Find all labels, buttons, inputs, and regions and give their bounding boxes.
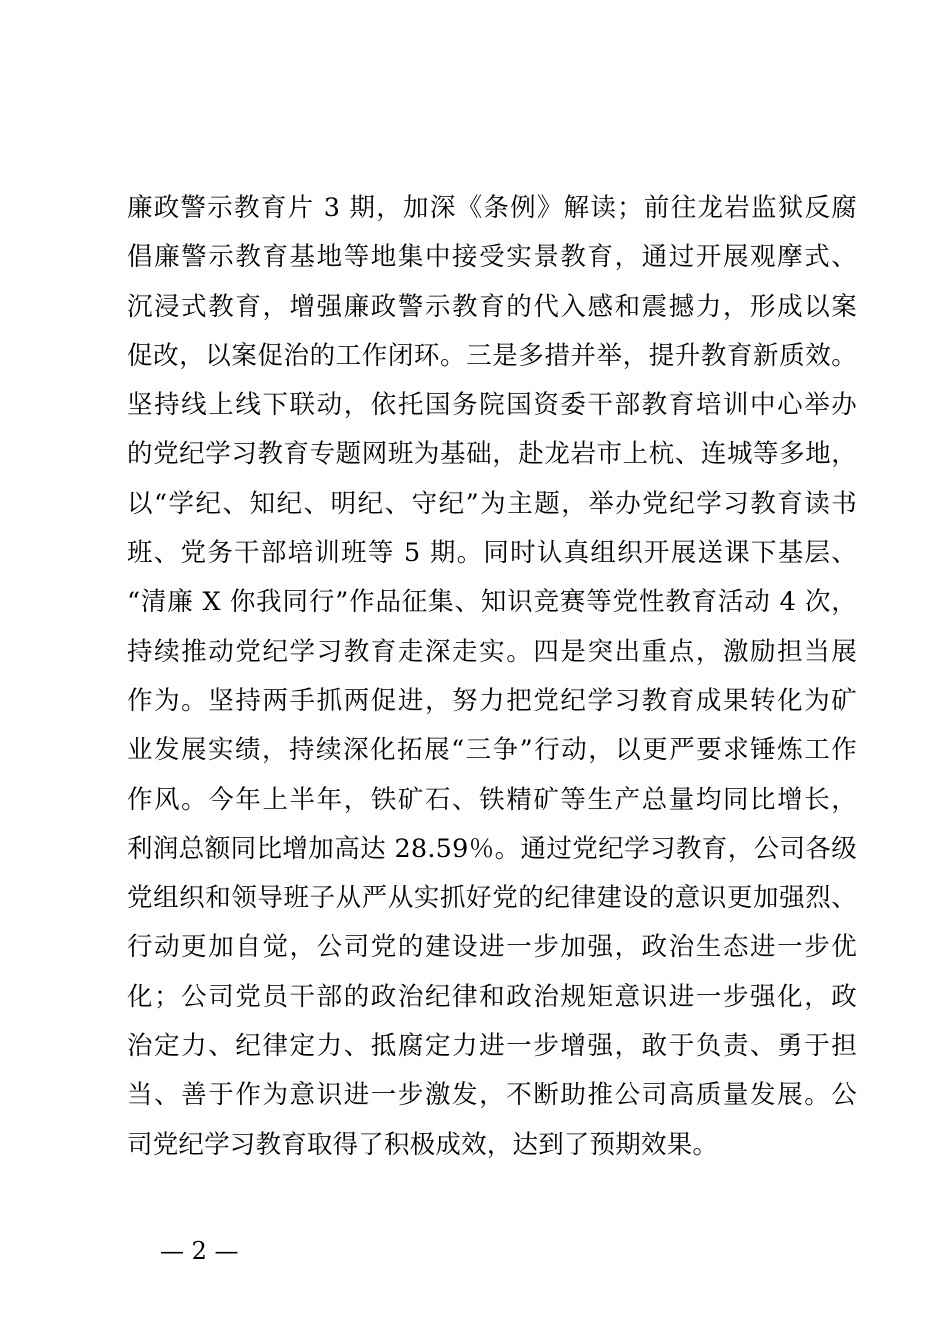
text-line: 化；公司党员干部的政治纪律和政治规矩意识进一步强化，政 [127,981,857,1012]
text-line: 以“学纪、知纪、明纪、守纪”为主题，举办党纪学习教育读书 [127,488,857,519]
text-line: 倡廉警示教育基地等地集中接受实景教育，通过开展观摩式、 [127,242,857,273]
text-line: 党组织和领导班子从严从实抓好党的纪律建设的意识更加强烈、 [127,883,857,914]
text-line: 促改，以案促治的工作闭环。三是多措并举，提升教育新质效。 [127,340,857,371]
text-line: 业发展实绩，持续深化拓展“三争”行动，以更严要求锤炼工作 [127,735,857,766]
text-line: 行动更加自觉，公司党的建设进一步加强，政治生态进一步优 [127,932,857,963]
text-line: 班、党务干部培训班等 5 期。同时认真组织开展送课下基层、 [127,538,857,569]
text-line: 廉政警示教育片 3 期，加深《条例》解读；前往龙岩监狱反腐 [127,193,857,223]
body-text [127,184,857,1170]
text-line: “清廉 X 你我同行”作品征集、知识竞赛等党性教育活动 4 次， [127,587,857,618]
text-line: 作风。今年上半年，铁矿石、铁精矿等生产总量均同比增长， [127,784,857,815]
page-number: — 2 — [160,1237,239,1265]
text-line: 的党纪学习教育专题网班为基础，赴龙岩市上杭、连城等多地， [127,439,857,470]
text-line: 当、善于作为意识进一步激发，不断助推公司高质量发展。公 [127,1080,857,1111]
text-line: 利润总额同比增加高达 28.59％。通过党纪学习教育，公司各级 [127,833,857,864]
text-line: 坚持线上线下联动，依托国务院国资委干部教育培训中心举办 [127,390,857,421]
text-line: 持续推动党纪学习教育走深走实。四是突出重点，激励担当展 [127,636,857,667]
text-line: 治定力、纪律定力、抵腐定力进一步增强，敢于负责、勇于担 [127,1031,857,1062]
text-line: 沉浸式教育，增强廉政警示教育的代入感和震撼力，形成以案 [127,291,857,322]
text-line-last: 司党纪学习教育取得了积极成效，达到了预期效果。 [127,1129,719,1160]
text-line: 作为。坚持两手抓两促进，努力把党纪学习教育成果转化为矿 [127,685,857,716]
